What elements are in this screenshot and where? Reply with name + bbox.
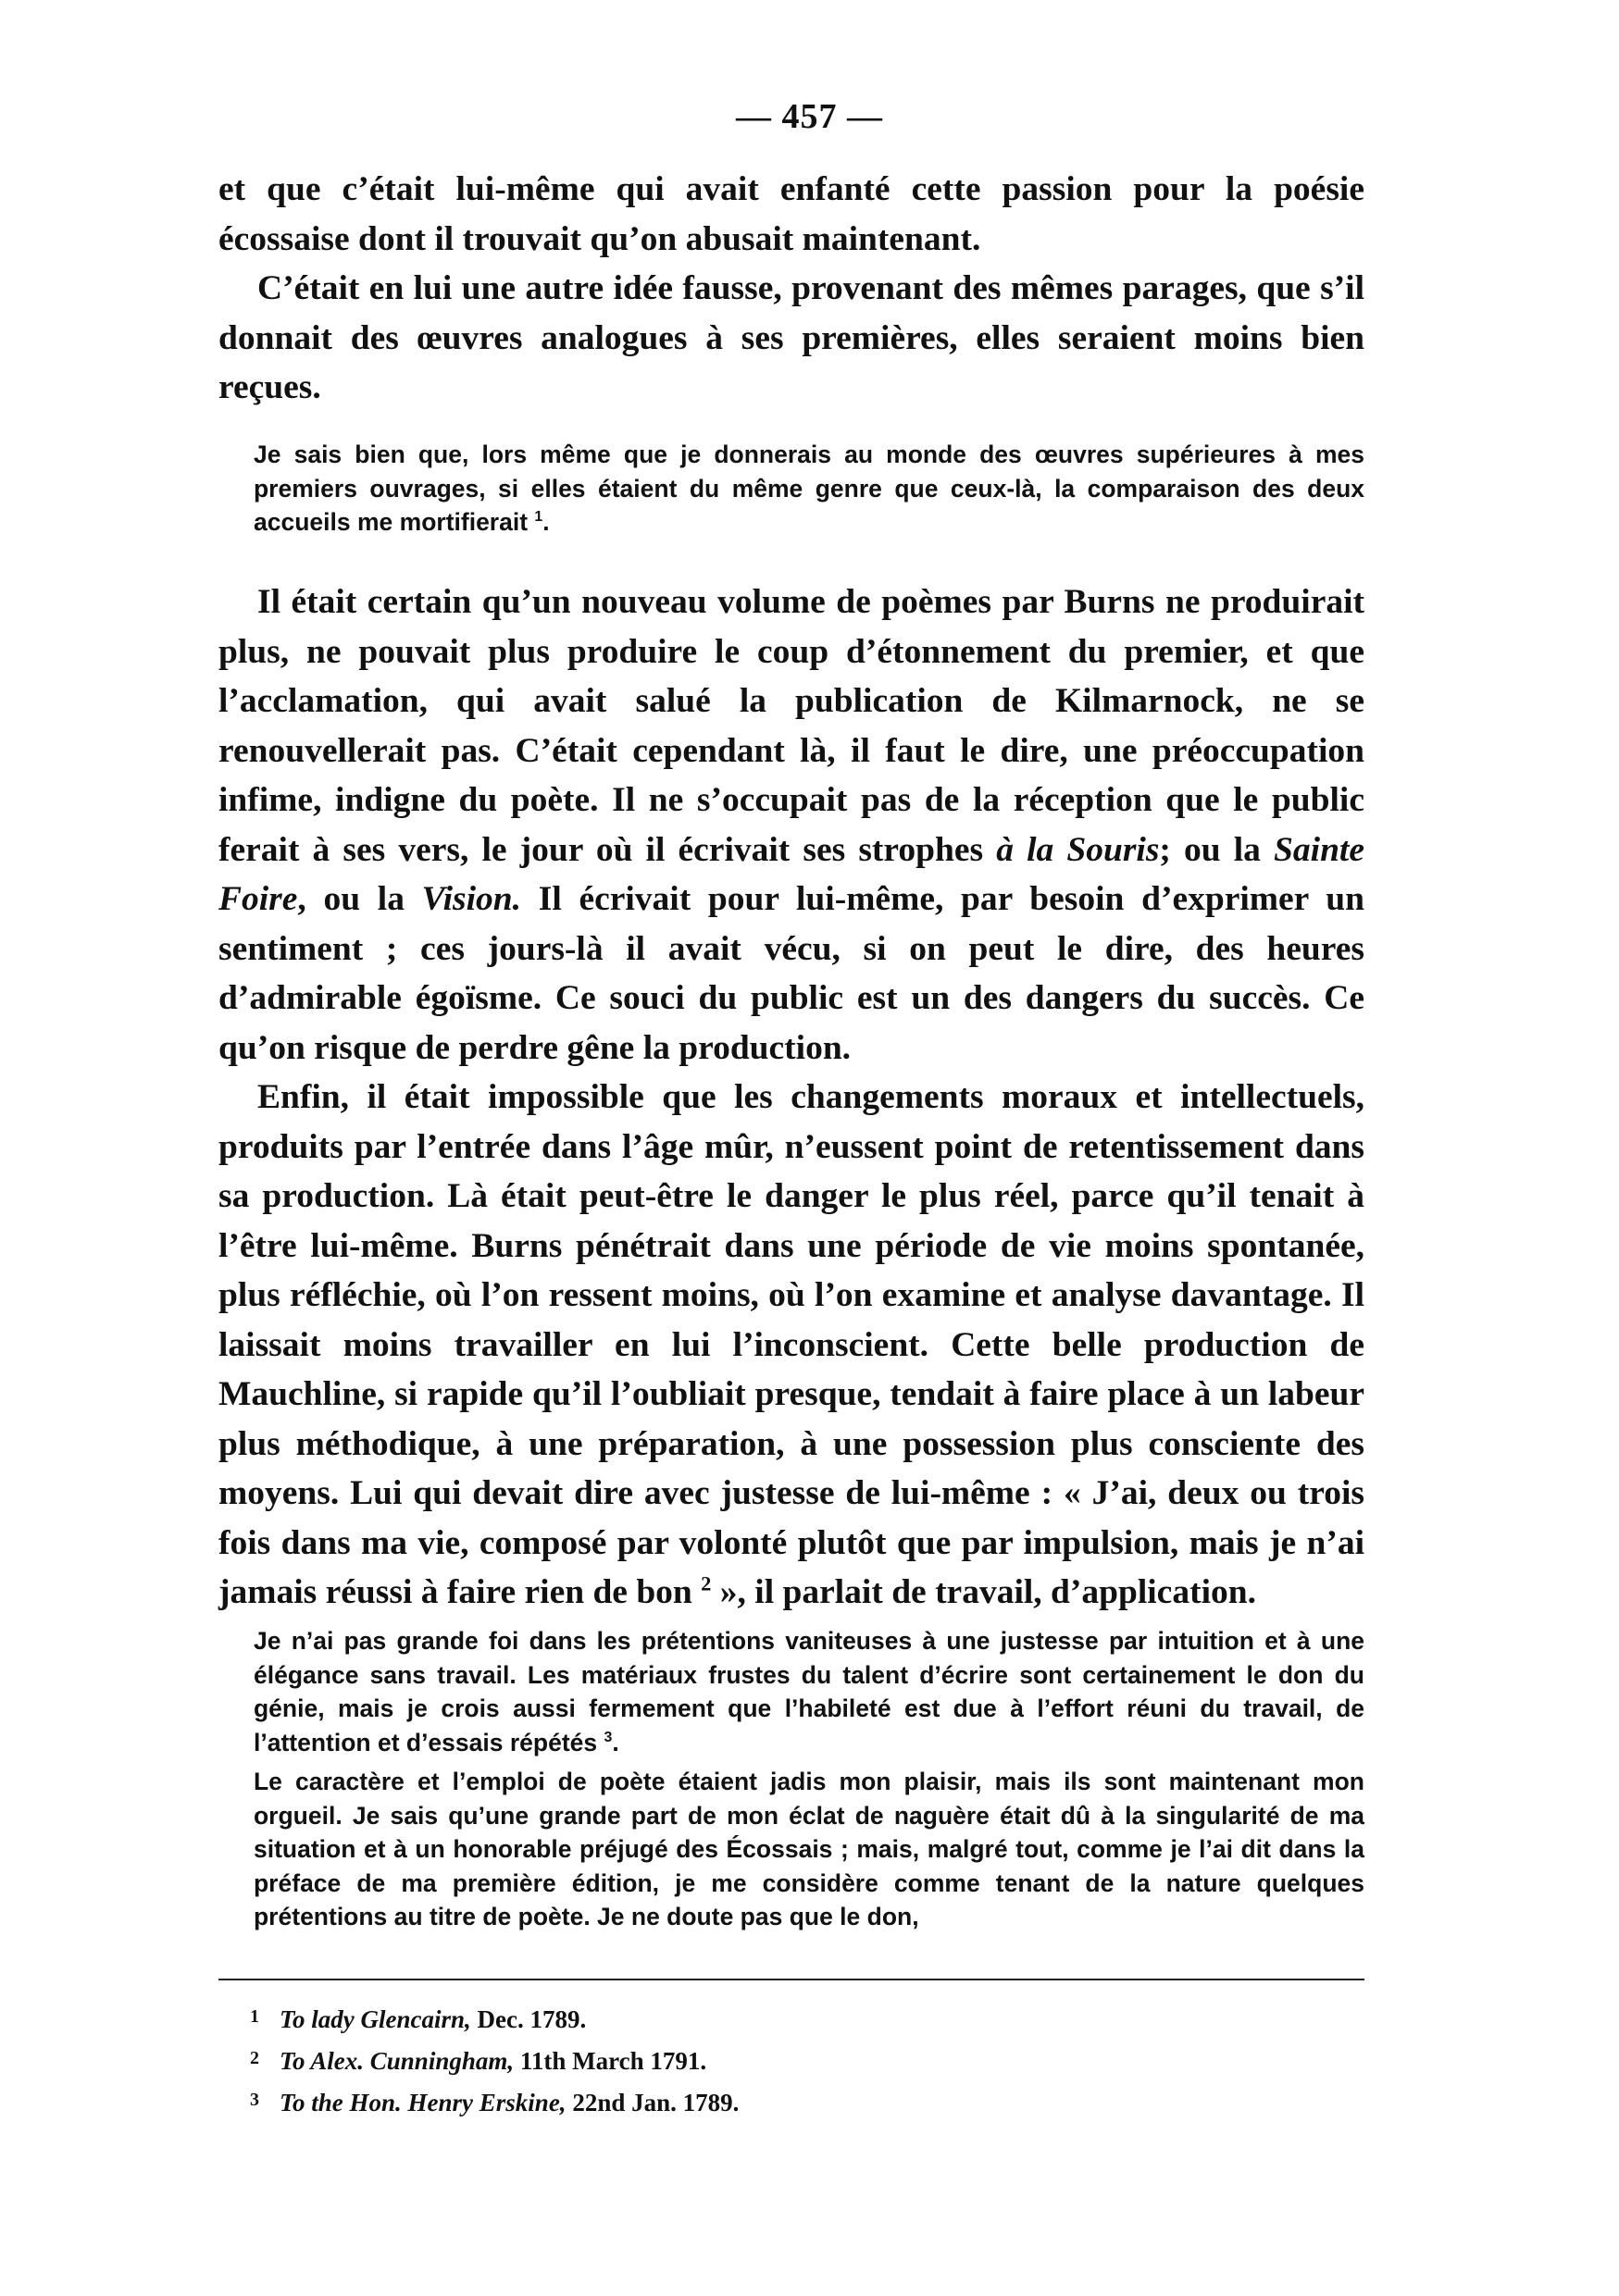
footnote-title: To the Hon. Henry Erskine, [280, 2089, 567, 2116]
footnote-date: Dec. 1789. [477, 2005, 587, 2033]
paragraph-idee-fausse: C’était en lui une autre idée fausse, provenant des mêmes parages, que s’il donnait des œuvres analogues à ses premières, elles seraient moins bien reçues. [218, 269, 1364, 406]
footnote-title: To Alex. Cunningham, [280, 2047, 515, 2075]
footnote-mark: 1 [250, 2006, 259, 2027]
text-run: Il écrivait pour lui-même, par besoin d’exprimer un sentiment ; ces jours-là il avait vécu, si on peut le dire, des heures d’admirable égoïsme. Ce souci du public est un des dangers du succès. Ce qu’on risque de perdre gêne la production. [218, 880, 1365, 1067]
footnotes [250, 1997, 1268, 2122]
text-run: ; ou la [1159, 830, 1261, 869]
text-run: , ou la [297, 880, 405, 918]
footnote-title: To lady Glencairn, [280, 2005, 471, 2033]
quote-text: Je n’ai pas grande foi dans les prétentions vaniteuses à une justesse par intuition et à une élégance sans travail. Les matériaux frustes du talent d’écrire sont certainement le don du génie, mais je crois aussi fermement que l’habileté est due à l’effort réuni du travail, de l’attention et d’essais répétés [254, 1627, 1364, 1756]
footnote-ref-3: 3 [604, 1729, 613, 1745]
footnote-date: 22nd Jan. 1789. [572, 2089, 740, 2116]
poem-title: à la Souris [996, 830, 1160, 869]
poem-title: Vision. [421, 880, 522, 918]
footnote-3 [250, 2080, 1268, 2122]
quote-text: Je sais bien que, lors même que je donnerais au monde des œuvres supérieures à mes premiers ouvrages, si elles étaient du même genre que ceux-là, la comparaison des deux accueils me mortifierait [254, 441, 1364, 536]
body-text-top [218, 165, 1364, 413]
text-run: Il était certain qu’un nouveau volume de poèmes par Burns ne produirait plus, ne pouvait plus produire le coup d’étonnement du premier, et que l’acclamation, qui avait salué la publication de Kilmarnock, ne se renouvellerait pas. C’était cependant là, il faut le dire, une préoccupation infime, indigne du poète. Il ne s’occupait pas de la réception que le public ferait à ses vers, le jour où il écrivait ses strophes [218, 583, 1364, 869]
paragraph-continuation: et que c’était lui-même qui avait enfanté cette passion pour la poésie écossaise dont il trouvait qu’on abusait maintenant. [218, 170, 1364, 258]
quote-block-2 [254, 1624, 1364, 1934]
footnote-ref-1: 1 [534, 509, 543, 526]
quote-end: . [612, 1728, 619, 1756]
quote-block-1 [254, 438, 1364, 540]
page-number: — 457 — [736, 97, 883, 136]
text-run: Enfin, il était impossible que les changements moraux et intellectuels, produits par l’entrée dans l’âge mûr, n’eussent point de retentissement dans sa production. Là était peut-être le danger le plus réel, parce qu’il tenait à l’être lui-même. Burns pénétrait dans une période de vie moins spontanée, plus réfléchie, où l’on ressent moins, où l’on examine et analyse davantage. Il laissait moins travailler en lui l’inconscient. Cette belle production de Mauchline, si rapide qu’il l’oubliait presque, tendait à faire place à un labeur plus méthodique, à une préparation, à une possession plus consciente des moyens. Lui qui devait dire avec justesse de lui-même : « J’ai, deux ou trois fois dans ma vie, composé par volonté plutôt que par impulsion, mais je n’ai jamais réussi à faire rien de bon [218, 1078, 1364, 1611]
footnote-ref-2: 2 [701, 1571, 712, 1595]
quote-paragraph [254, 438, 1364, 540]
quote-paragraph: Le caractère et l’emploi de poète étaient jadis mon plaisir, mais ils sont maintenant mon orgueil. Je sais qu’une grande part de mon éclat de naguère était dû à la singularité de ma situation et à un honorable préjugé des Écossais ; mais, malgré tout, comme je l’ai dit dans la préface de ma première édition, je me considère comme tenant de la nature quelques prétentions au titre de poète. Je ne doute pas que le don, [254, 1768, 1364, 1930]
paragraph-changements-moraux [218, 1073, 1364, 1618]
footnote-2 [250, 2039, 1268, 2080]
quote-paragraph [254, 1624, 1364, 1759]
body-text-main [218, 577, 1364, 1618]
footnote-mark: 3 [250, 2090, 259, 2110]
paragraph-nouveau-volume [218, 577, 1364, 1073]
quote-end: . [542, 508, 550, 536]
footnote-divider [218, 1979, 1364, 1980]
poem-title: Sainte Foire [218, 830, 1364, 918]
footnote-mark: 2 [250, 2048, 259, 2068]
footnote-date: 11th March 1791. [519, 2047, 707, 2075]
footnote-1 [250, 1997, 1268, 2039]
text-run: », il parlait de travail, d’application. [719, 1573, 1256, 1611]
